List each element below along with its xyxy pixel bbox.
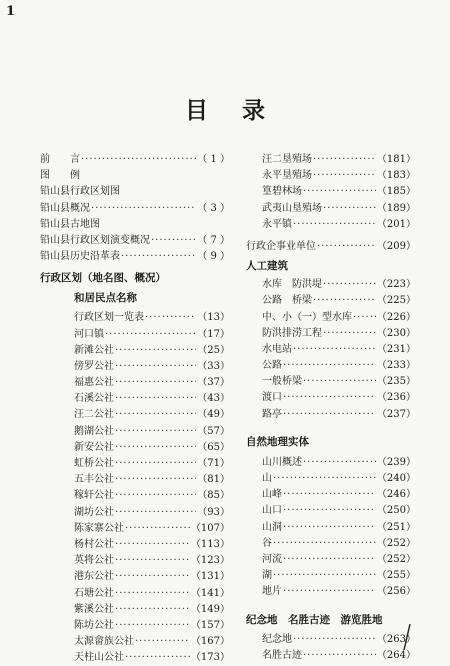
toc-entry-page: （93） [197, 506, 230, 518]
page-corner-mark: 1 [6, 4, 16, 19]
leader-dots [293, 342, 376, 358]
leader-dots [273, 471, 376, 487]
toc-entry-page: （141） [190, 587, 230, 599]
toc-entry-label: 山洞 [262, 521, 282, 533]
toc-entry-label: 前 言 [40, 154, 80, 165]
leader-dots [115, 472, 196, 488]
leader-dots [313, 293, 376, 309]
toc-entry-page: （231） [376, 343, 416, 355]
toc-entry-page: （157） [190, 619, 230, 631]
toc-entry-label: 陈坊公社 [74, 619, 114, 631]
toc-entry-label: 傍罗公社 [74, 360, 114, 372]
toc-entry [40, 553, 230, 569]
leader-dots [303, 184, 376, 200]
toc-entry [246, 217, 416, 233]
toc-entry-page: （49） [197, 409, 230, 421]
toc-entry-page: （250） [376, 505, 416, 517]
toc-entry-label: 渡口 [262, 392, 282, 404]
leader-dots [317, 239, 376, 255]
toc-entry [246, 632, 416, 648]
toc-left-column [40, 152, 230, 666]
toc-entry-page: （ 1 ） [197, 154, 230, 165]
toc-entry-page: （ 7 ） [197, 234, 230, 246]
toc-entry [246, 293, 416, 309]
toc-entry-page: （107） [190, 522, 230, 534]
toc-entry-label: 新安公社 [74, 441, 114, 453]
toc-entry-page: （263） [376, 633, 416, 645]
toc-entry-label: 铅山县古地图 [40, 218, 100, 230]
toc-entry-page: （ 3 ） [197, 202, 230, 214]
toc-entry-page: （37） [197, 377, 230, 389]
leader-dots [283, 584, 376, 600]
toc-entry [246, 471, 416, 487]
leader-dots [115, 488, 196, 504]
toc-entry [246, 239, 416, 255]
leader-dots [323, 201, 376, 217]
toc-entry [246, 455, 416, 471]
toc-entry-page: （264） [376, 649, 416, 661]
toc-entry-label: 河流 [262, 553, 282, 565]
toc-entry [246, 520, 416, 536]
leader-dots [115, 569, 190, 585]
toc-entry [246, 390, 416, 406]
toc-entry-label: 山 [262, 473, 272, 484]
toc-entry [40, 505, 230, 521]
toc-entry [40, 233, 230, 249]
leader-dots [293, 632, 376, 648]
toc-entry [246, 568, 416, 584]
toc-entry-page: （235） [376, 376, 416, 388]
toc-entry [246, 407, 416, 423]
toc-entry-label: 武夷山垦殖场 [262, 202, 322, 214]
leader-dots [115, 456, 196, 472]
leader-dots [91, 201, 196, 217]
leader-dots [115, 440, 196, 456]
toc-entry [246, 374, 416, 390]
leader-dots [303, 648, 376, 664]
toc-entry [40, 569, 230, 585]
leader-dots [115, 586, 190, 602]
toc-entry-page: （237） [376, 408, 416, 420]
toc-entry-label: 五丰公社 [74, 474, 114, 486]
leader-dots [283, 552, 376, 568]
toc-entry-page: （57） [197, 425, 230, 437]
toc-entry [40, 310, 230, 326]
toc-entry [246, 184, 416, 200]
toc-entry-page: （43） [197, 393, 230, 405]
leader-dots [303, 455, 376, 471]
toc-entry-label: 山川概述 [262, 456, 302, 468]
toc-entry-page: （246） [376, 489, 416, 501]
toc-entry-page: （226） [376, 311, 416, 323]
toc-entry-page: （123） [190, 555, 230, 567]
leader-dots [323, 326, 376, 342]
leader-dots [115, 424, 196, 440]
toc-entry [40, 472, 230, 488]
toc-entry-label: 行政区划一览表 [74, 312, 144, 324]
toc-entry-label: 紫溪公社 [74, 603, 114, 615]
pen-mark [400, 622, 414, 652]
toc-entry-label: 永平镇 [262, 218, 292, 230]
toc-entry [40, 488, 230, 504]
toc-entry-page: （201） [376, 218, 416, 230]
toc-entry-label: 虹桥公社 [74, 458, 114, 469]
leader-dots [283, 487, 376, 503]
toc-entry-label: 湖坊公社 [74, 506, 114, 518]
toc-entry-label: 湖 [262, 570, 272, 582]
leader-dots [105, 327, 196, 343]
toc-entry-label: 铅山县概况 [40, 202, 90, 214]
toc-entry [40, 407, 230, 423]
toc-entry [40, 586, 230, 602]
leader-dots [125, 521, 190, 537]
toc-entry [40, 217, 230, 233]
toc-entry [40, 521, 230, 537]
toc-entry [40, 359, 230, 375]
toc-entry-page: （185） [376, 186, 416, 198]
leader-dots [135, 634, 190, 650]
toc-entry-page: （65） [197, 441, 230, 453]
toc-entry-page: （131） [190, 571, 230, 583]
toc-entry [246, 342, 416, 358]
toc-entry-page: （85） [197, 490, 230, 502]
toc-entry-label: 水库 防洪堤 [262, 279, 322, 291]
toc-entry-page: （149） [190, 603, 230, 615]
toc-entry [246, 152, 416, 168]
toc-entry-label: 路亭 [262, 408, 282, 420]
toc-entry-label: 行政企事业单位 [246, 240, 316, 252]
leader-dots [283, 390, 376, 406]
toc-entry-page: （255） [376, 570, 416, 582]
leader-dots [151, 233, 196, 249]
toc-entry-page: （239） [376, 456, 416, 468]
subsection-title-settlements: 和居民点名称 [74, 292, 137, 305]
toc-entry-page: （ 9 ） [197, 251, 230, 263]
toc-entry-label: 鹅湖公社 [74, 425, 114, 437]
toc-entry [40, 375, 230, 391]
toc-entry [246, 277, 416, 293]
leader-dots [283, 520, 376, 536]
toc-entry [246, 358, 416, 374]
section-title-admin: 行政区划（地名图、概况） [40, 272, 166, 285]
toc-entry-label: 中、小（一）型水库 [262, 311, 352, 323]
toc-entry-label: 汪二公社 [74, 409, 114, 421]
toc-entry-page: （240） [376, 473, 416, 484]
section-title-memorial: 纪念地 名胜古迹 游览胜地 [246, 613, 383, 626]
toc-entry [246, 201, 416, 217]
toc-entry-label: 篁碧林场 [262, 186, 302, 198]
toc-entry [40, 168, 230, 184]
toc-entry [246, 648, 416, 664]
toc-entry-page: （25） [197, 344, 230, 356]
leader-dots [115, 505, 196, 521]
toc-entry-page: （189） [376, 202, 416, 214]
toc-entry-label: 稼轩公社 [74, 490, 114, 502]
leader-dots [115, 618, 190, 634]
leader-dots [293, 217, 376, 233]
toc-entry-label: 公路 [262, 360, 282, 372]
toc-entry-label: 名胜古迹 [262, 649, 302, 661]
toc-entry-page: （183） [376, 170, 416, 182]
toc-entry-page: （181） [376, 154, 416, 165]
toc-entry-label: 杨村公社 [74, 538, 114, 550]
toc-entry-label: 铅山县历史沿革表 [40, 251, 120, 263]
toc-entry [246, 552, 416, 568]
leader-dots [115, 391, 196, 407]
toc-entry [40, 602, 230, 618]
leader-dots [115, 602, 190, 618]
toc-entry-page: （167） [190, 636, 230, 648]
toc-entry [40, 634, 230, 650]
leader-dots [313, 168, 376, 184]
toc-entry-label: 港东公社 [74, 571, 114, 583]
leader-dots [121, 249, 196, 265]
toc-entry [246, 168, 416, 184]
toc-entry-page: （233） [376, 360, 416, 372]
toc-entry-page: （252） [376, 553, 416, 565]
toc-entry-label: 铅山县行政区划图 [40, 186, 120, 198]
toc-entry-page: （81） [197, 474, 230, 486]
toc-entry-page: （13） [197, 312, 230, 324]
leader-dots [273, 568, 376, 584]
toc-entry-page: （173） [190, 652, 230, 664]
toc-entry-page: （225） [376, 295, 416, 307]
section-title-artificial: 人工建筑 [246, 260, 288, 273]
leader-dots [353, 310, 376, 326]
leader-dots [115, 537, 190, 553]
toc-entry-label: 铅山县行政区划演变概况 [40, 234, 150, 246]
toc-entry-page: （17） [197, 328, 230, 340]
toc-entry-label: 石塘公社 [74, 587, 114, 599]
toc-entry [246, 326, 416, 342]
leader-dots [115, 359, 196, 375]
toc-entry [246, 536, 416, 552]
toc-entry-page: （223） [376, 279, 416, 291]
toc-entry [40, 650, 230, 666]
leader-dots [283, 358, 376, 374]
leader-dots [115, 343, 196, 359]
section-title-natural: 自然地理实体 [246, 435, 309, 448]
toc-entry [40, 249, 230, 265]
toc-entry [246, 584, 416, 600]
toc-entry-label: 防洪排涝工程 [262, 327, 322, 339]
toc-entry-label: 新滩公社 [74, 344, 114, 356]
toc-entry-label: 陈家寨公社 [74, 522, 124, 534]
toc-entry-label: 太源畲族公社 [74, 636, 134, 648]
toc-entry-page: （230） [376, 327, 416, 339]
toc-entry [40, 327, 230, 343]
toc-entry-label: 公路 桥梁 [262, 295, 312, 307]
toc-entry [246, 503, 416, 519]
toc-entry-label: 地片 [262, 586, 282, 598]
toc-entry-label: 汪二垦殖场 [262, 154, 312, 165]
toc-right-column [246, 152, 416, 664]
toc-entry-label: 石溪公社 [74, 393, 114, 405]
toc-entry [40, 618, 230, 634]
toc-entry-page: （256） [376, 586, 416, 598]
toc-entry [40, 391, 230, 407]
leader-dots [323, 277, 376, 293]
toc-entry-label: 纪念地 [262, 633, 292, 645]
toc-entry [40, 184, 230, 200]
toc-entry [40, 424, 230, 440]
toc-entry-page: （209） [376, 240, 416, 252]
toc-entry-page: （251） [376, 521, 416, 533]
leader-dots [81, 152, 196, 168]
toc-entry-page: （236） [376, 392, 416, 404]
toc-entry [40, 440, 230, 456]
leader-dots [145, 310, 196, 326]
toc-entry-label: 谷 [262, 537, 272, 549]
toc-entry-page: （113） [190, 538, 230, 550]
leader-dots [283, 503, 376, 519]
toc-entry-label: 永平垦殖场 [262, 170, 312, 182]
toc-entry-page: （71） [197, 458, 230, 469]
toc-entry [40, 537, 230, 553]
leader-dots [115, 375, 196, 391]
toc-entry-label: 山峰 [262, 489, 282, 501]
leader-dots [115, 553, 190, 569]
toc-entry-page: （252） [376, 537, 416, 549]
leader-dots [313, 152, 376, 168]
leader-dots [273, 536, 376, 552]
leader-dots [115, 407, 196, 423]
toc-entry-label: 水电站 [262, 343, 292, 355]
leader-dots [303, 374, 376, 390]
page-title: 目录 [185, 97, 299, 124]
toc-entry [40, 456, 230, 472]
toc-entry-label: 一般桥梁 [262, 376, 302, 388]
toc-entry-label: 英将公社 [74, 555, 114, 567]
leader-dots [125, 650, 190, 666]
toc-entry [246, 310, 416, 326]
toc-entry-label: 图 例 [40, 170, 80, 182]
toc-entry-label: 天柱山公社 [74, 652, 124, 664]
toc-entry-label: 福惠公社 [74, 377, 114, 389]
toc-entry [40, 343, 230, 359]
toc-entry-page: （33） [197, 360, 230, 372]
toc-entry-label: 河口镇 [74, 328, 104, 340]
toc-entry [40, 201, 230, 217]
toc-entry-label: 山口 [262, 505, 282, 517]
leader-dots [283, 407, 376, 423]
toc-entry [246, 487, 416, 503]
toc-entry [40, 152, 230, 168]
